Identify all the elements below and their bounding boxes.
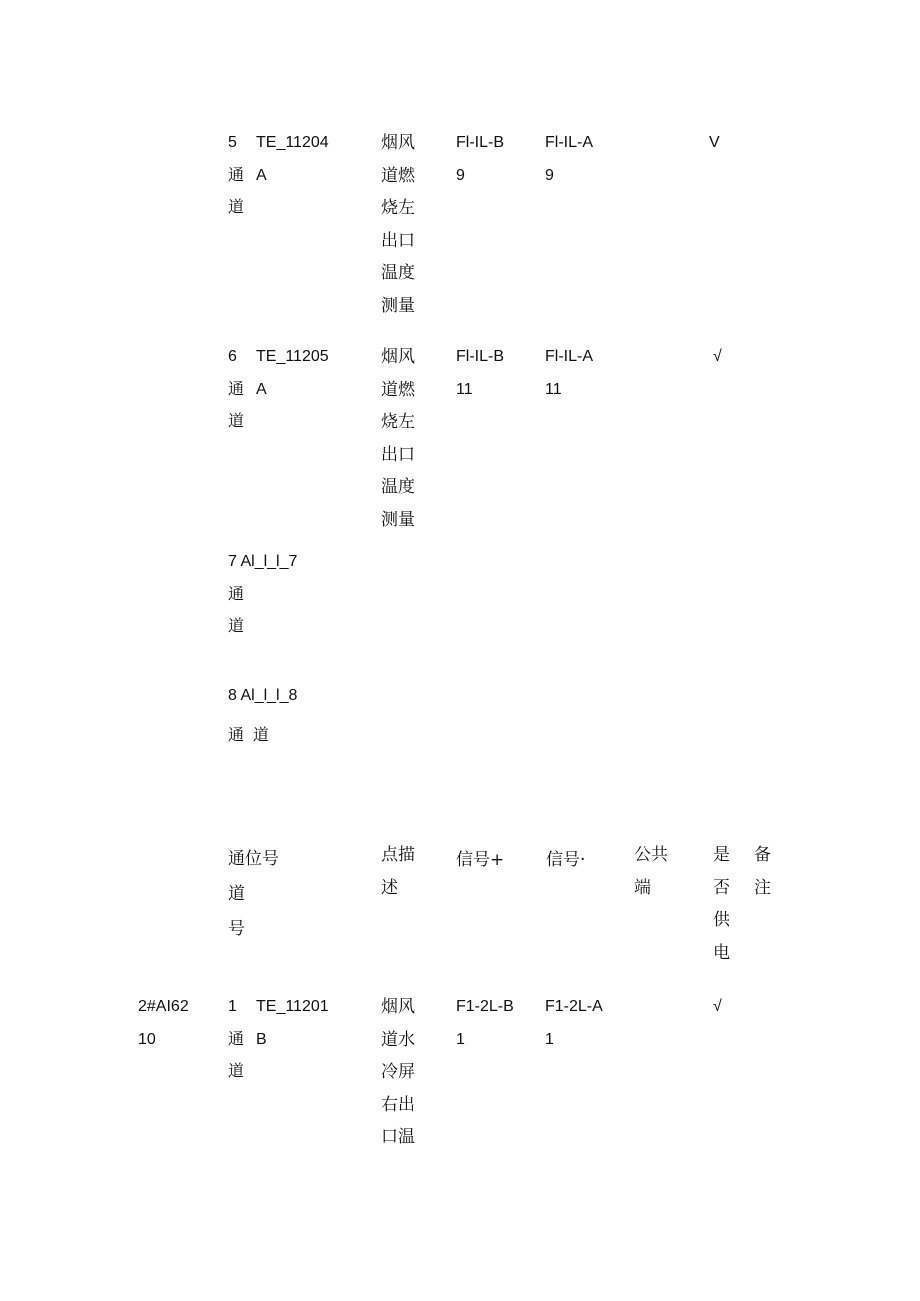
header-signal-plus: 信号+ (456, 850, 505, 870)
channel-cell: 6 通 道 (228, 348, 245, 430)
header-powered: 是 否 供 电 (713, 845, 730, 963)
channel-cell: 5 通 道 (228, 134, 245, 216)
power-cell: √ (713, 348, 722, 365)
header-channel-position: 通位号 道 号 (228, 849, 279, 939)
header-description: 点描 述 (381, 845, 415, 898)
tag-cell: TE_11205 A (256, 348, 329, 398)
header-signal-minus: 信号· (546, 850, 586, 870)
power-cell: V (709, 134, 720, 151)
tag-cell: TE_11201 B (256, 998, 329, 1048)
signal-plus-cell: F1-2L-B 1 (456, 998, 514, 1048)
signal-plus-cell: Fl-IL-B 11 (456, 348, 504, 398)
module-cell: 2#AI62 10 (138, 998, 189, 1048)
power-cell: √ (713, 998, 722, 1015)
desc-cell: 烟风 道燃 烧左 出口 温度 测量 (381, 347, 415, 530)
header-common: 公共 端 (634, 845, 668, 898)
signal-plus-cell: Fl-IL-B 9 (456, 134, 504, 184)
channel-cell: 通 道 (228, 727, 269, 744)
header-note: 备 注 (754, 845, 771, 898)
channel-cell: 1 通 道 (228, 998, 245, 1080)
signal-minus-cell: F1-2L-A 1 (545, 998, 603, 1048)
channel-cell: 7 Al_l_l_7 通 道 (228, 553, 298, 635)
signal-minus-cell: Fl-IL-A 11 (545, 348, 593, 398)
tag-cell: TE_11204 A (256, 134, 329, 184)
channel-cell: 8 Al_l_l_8 (228, 687, 298, 704)
desc-cell: 烟风 道水 冷屏 右出 口温 (381, 997, 415, 1147)
desc-cell: 烟风 道燃 烧左 出口 温度 测量 (381, 133, 415, 316)
signal-minus-cell: Fl-IL-A 9 (545, 134, 593, 184)
